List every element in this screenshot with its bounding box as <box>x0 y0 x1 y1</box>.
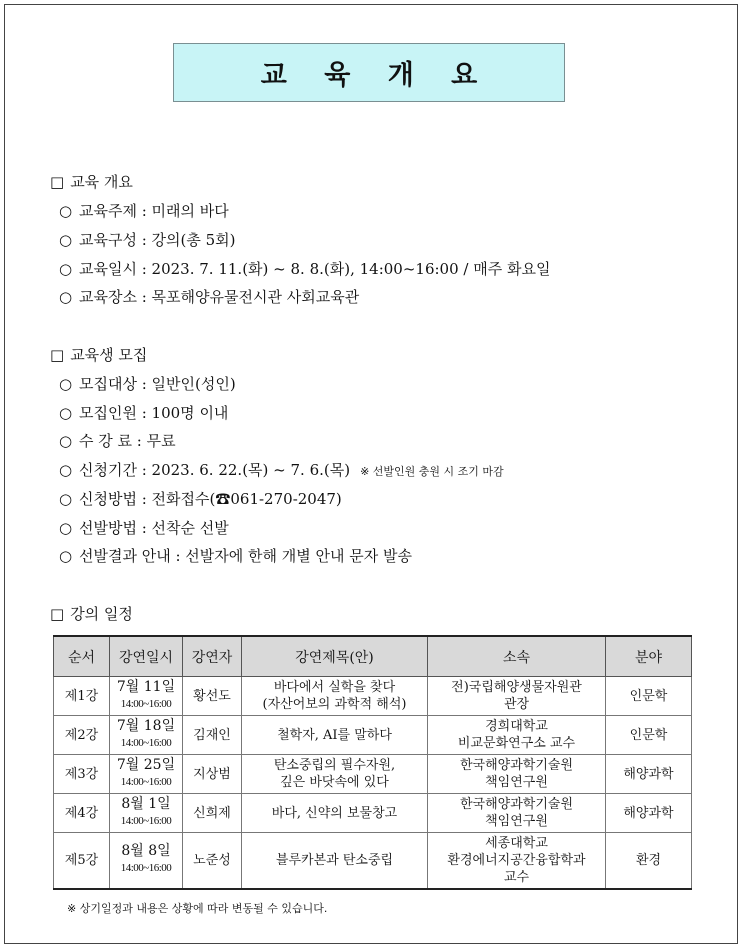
lecture-field: 인문학 <box>606 677 692 716</box>
lecture-title <box>242 833 428 889</box>
section-heading-text: 교육 개요 <box>70 173 133 191</box>
item-text: 신청방법 : 전화접수(☎061-270-2047) <box>79 490 342 508</box>
lecture-datetime <box>110 716 183 755</box>
item-text: 교육장소 : 목포해양유물전시관 사회교육관 <box>79 288 360 306</box>
lecture-field: 환경 <box>606 833 692 889</box>
title-line: 깊은 바닷속에 있다 <box>280 775 389 790</box>
title-line: 바다, 신약의 보물창고 <box>271 805 398 821</box>
circle-bullet-icon: ○ <box>59 202 73 220</box>
item-text: 모집인원 : 100명 이내 <box>79 404 229 422</box>
affiliation-line: 환경에너지공간융합학과 <box>447 852 586 868</box>
circle-bullet-icon: ○ <box>59 288 73 306</box>
lecture-time: 14:00~16:00 <box>120 815 172 827</box>
lecture-order: 제2강 <box>54 716 110 755</box>
checkbox-square-icon: □ <box>50 173 65 191</box>
circle-bullet-icon: ○ <box>59 490 73 508</box>
table-row <box>54 794 692 833</box>
affiliation-line: 경희대학교 <box>485 719 548 734</box>
lecture-date: 7월 11일 <box>116 679 176 695</box>
title-line: (자산어보의 과학적 해석) <box>262 697 407 712</box>
circle-bullet-icon: ○ <box>59 404 73 422</box>
affiliation-line: 한국해양과학기술원 <box>459 758 574 773</box>
lecture-datetime <box>110 794 183 833</box>
lecture-date: 8월 8일 <box>121 843 171 860</box>
lecture-datetime <box>110 755 183 794</box>
column-header-affiliation: 소속 <box>428 636 606 677</box>
lecture-order: 제1강 <box>54 677 110 716</box>
item-text: 선발결과 안내 : 선발자에 한해 개별 안내 문자 발송 <box>79 547 413 565</box>
lecture-time: 14:00~16:00 <box>120 737 172 749</box>
affiliation-line: 교수 <box>503 869 530 885</box>
column-header-title: 강연제목(안) <box>242 636 428 677</box>
lecture-title <box>242 755 428 794</box>
affiliation-line: 책임연구원 <box>485 775 548 790</box>
section-heading-overview <box>50 171 133 192</box>
lecture-order: 제4강 <box>54 794 110 833</box>
recruitment-item <box>59 459 504 480</box>
title-line: 철학자, AI를 말하다 <box>277 727 392 743</box>
column-header-date: 강연일시 <box>110 636 183 677</box>
item-text: 모집대상 : 일반인(성인) <box>79 375 236 393</box>
recruitment-item <box>59 488 342 509</box>
lecture-affiliation <box>428 794 606 833</box>
table-row <box>54 716 692 755</box>
circle-bullet-icon: ○ <box>59 547 73 565</box>
item-text: 선발방법 : 선착순 선발 <box>79 519 229 537</box>
lecture-title <box>242 716 428 755</box>
lecture-title <box>242 794 428 833</box>
lecture-speaker: 황선도 <box>183 677 242 716</box>
section-heading-recruitment <box>50 344 147 365</box>
lecture-order: 제3강 <box>54 755 110 794</box>
lecture-title <box>242 677 428 716</box>
overview-item <box>59 286 359 307</box>
lecture-speaker: 지상범 <box>183 755 242 794</box>
lecture-affiliation <box>428 755 606 794</box>
lecture-date: 8월 1일 <box>121 796 171 812</box>
overview-item <box>59 200 229 221</box>
table-row <box>54 677 692 716</box>
overview-item <box>59 229 236 250</box>
lecture-field: 해양과학 <box>606 794 692 833</box>
lecture-speaker: 노준성 <box>183 833 242 889</box>
affiliation-line: 전)국립해양생물자원관 <box>451 680 582 695</box>
lecture-time: 14:00~16:00 <box>120 862 172 875</box>
lecture-affiliation <box>428 677 606 716</box>
overview-item <box>59 258 550 279</box>
checkbox-square-icon: □ <box>50 605 65 623</box>
recruitment-item <box>59 430 176 451</box>
column-header-speaker: 강연자 <box>183 636 242 677</box>
circle-bullet-icon: ○ <box>59 461 73 479</box>
column-header-field: 분야 <box>606 636 692 677</box>
lecture-datetime <box>110 833 183 889</box>
item-text: 교육일시 : 2023. 7. 11.(화) ~ 8. 8.(화), 14:00~16:00 / 매주 화요일 <box>79 260 551 278</box>
table-row <box>54 833 692 889</box>
title-line: 탄소중립의 필수자원, <box>273 758 396 773</box>
circle-bullet-icon: ○ <box>59 432 73 450</box>
affiliation-line: 한국해양과학기술원 <box>459 797 574 812</box>
title-line: 블루카본과 탄소중립 <box>275 852 394 868</box>
lecture-datetime <box>110 677 183 716</box>
lecture-speaker: 김재인 <box>183 716 242 755</box>
item-text: 교육주제 : 미래의 바다 <box>79 202 229 220</box>
lecture-field: 인문학 <box>606 716 692 755</box>
recruitment-item <box>59 402 228 423</box>
affiliation-line: 책임연구원 <box>485 814 548 829</box>
lecture-affiliation <box>428 716 606 755</box>
lecture-date: 7월 25일 <box>116 757 176 773</box>
lecture-affiliation <box>428 833 606 889</box>
lecture-time: 14:00~16:00 <box>120 776 172 788</box>
item-text: 교육구성 : 강의(총 5회) <box>79 231 236 249</box>
lecture-field: 해양과학 <box>606 755 692 794</box>
item-text: 수 강 료 : 무료 <box>79 432 176 450</box>
column-header-order: 순서 <box>54 636 110 677</box>
circle-bullet-icon: ○ <box>59 519 73 537</box>
circle-bullet-icon: ○ <box>59 260 73 278</box>
recruitment-item <box>59 545 412 566</box>
title-line: 바다에서 실학을 찾다 <box>273 680 396 695</box>
lecture-order: 제5강 <box>54 833 110 889</box>
table-row <box>54 755 692 794</box>
lecture-time: 14:00~16:00 <box>120 698 172 710</box>
recruitment-item <box>59 373 236 394</box>
table-header-row <box>54 636 692 677</box>
section-heading-schedule <box>50 603 133 624</box>
recruitment-item <box>59 517 229 538</box>
item-text: 신청기간 : 2023. 6. 22.(목) ~ 7. 6.(목) <box>79 461 351 479</box>
page-title: 교 육 개 요 <box>173 43 565 102</box>
affiliation-line: 비교문화연구소 교수 <box>457 736 576 751</box>
schedule-footnote: ※ 상기일정과 내용은 상황에 따라 변동될 수 있습니다. <box>67 902 328 915</box>
affiliation-line: 관장 <box>503 697 530 712</box>
early-close-note: ※ 선발인원 충원 시 조기 마감 <box>360 465 504 478</box>
lecture-speaker: 신희제 <box>183 794 242 833</box>
circle-bullet-icon: ○ <box>59 231 73 249</box>
section-heading-text: 교육생 모집 <box>70 346 148 364</box>
lecture-date: 7월 18일 <box>116 718 176 734</box>
section-heading-text: 강의 일정 <box>70 605 133 623</box>
affiliation-line: 세종대학교 <box>485 835 548 851</box>
circle-bullet-icon: ○ <box>59 375 73 393</box>
schedule-table <box>53 635 692 890</box>
checkbox-square-icon: □ <box>50 346 65 364</box>
